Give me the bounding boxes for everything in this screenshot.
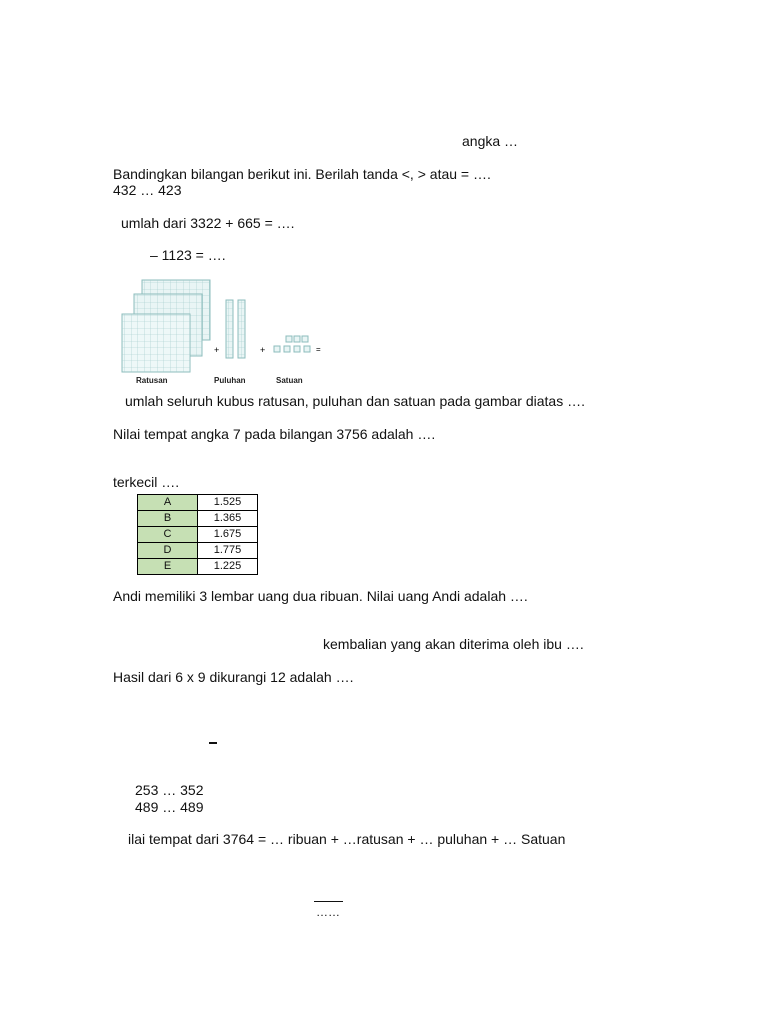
question-fragment-angka: angka … xyxy=(462,133,519,149)
base-ten-blocks-figure xyxy=(118,276,328,388)
option-row xyxy=(138,543,258,559)
option-value: 1.225 xyxy=(198,559,258,575)
dash-mark xyxy=(209,742,217,744)
option-key: B xyxy=(138,511,198,527)
option-value: 1.675 xyxy=(198,527,258,543)
base-ten-blocks-image xyxy=(118,276,328,388)
option-row xyxy=(138,559,258,575)
option-row xyxy=(138,527,258,543)
question-change: kembalian yang akan diterima oleh ibu …. xyxy=(323,636,584,652)
unit-cubes xyxy=(274,336,310,352)
question-money: Andi memiliki 3 lembar uang dua ribuan. Nilai uang Andi adalah …. xyxy=(113,588,528,604)
dots-placeholder: …… xyxy=(316,905,340,919)
options-table xyxy=(137,494,258,575)
question-smallest: terkecil …. xyxy=(113,474,180,490)
question-subtraction: – 1123 = …. xyxy=(150,247,226,263)
option-row xyxy=(138,495,258,511)
option-value: 1.775 xyxy=(198,543,258,559)
equals-sign: = xyxy=(316,345,321,354)
question-cubes: umlah seluruh kubus ratusan, puluhan dan satuan pada gambar diatas …. xyxy=(125,393,585,409)
option-key: A xyxy=(138,495,198,511)
plus-sign-1: + xyxy=(214,345,220,355)
option-value: 1.365 xyxy=(198,511,258,527)
option-row xyxy=(138,511,258,527)
tens-rod-2 xyxy=(238,300,245,358)
question-place-value-7: Nilai tempat angka 7 pada bilangan 3756 adalah …. xyxy=(113,426,436,442)
fraction-line xyxy=(314,901,343,902)
option-key: C xyxy=(138,527,198,543)
question-multiplication: Hasil dari 6 x 9 dikurangi 12 adalah …. xyxy=(113,669,354,685)
option-value: 1.525 xyxy=(198,495,258,511)
compare-item: 432 … 423 xyxy=(113,182,182,198)
hundreds-block-front xyxy=(122,314,190,372)
option-key: D xyxy=(138,543,198,559)
compare-item: 489 … 489 xyxy=(135,799,204,815)
label-puluhan: Puluhan xyxy=(214,376,246,385)
label-satuan: Satuan xyxy=(276,376,303,385)
question-sum: umlah dari 3322 + 665 = …. xyxy=(121,215,295,231)
plus-sign-2: + xyxy=(260,345,266,355)
tens-rod-1 xyxy=(226,300,233,358)
option-key: E xyxy=(138,559,198,575)
compare-item: 253 … 352 xyxy=(135,782,204,798)
question-compare: Bandingkan bilangan berikut ini. Berilah tanda <, > atau = …. xyxy=(113,166,491,182)
question-place-value-3764: ilai tempat dari 3764 = … ribuan + …ratusan + … puluhan + … Satuan xyxy=(128,831,566,847)
label-ratusan: Ratusan xyxy=(136,376,168,385)
